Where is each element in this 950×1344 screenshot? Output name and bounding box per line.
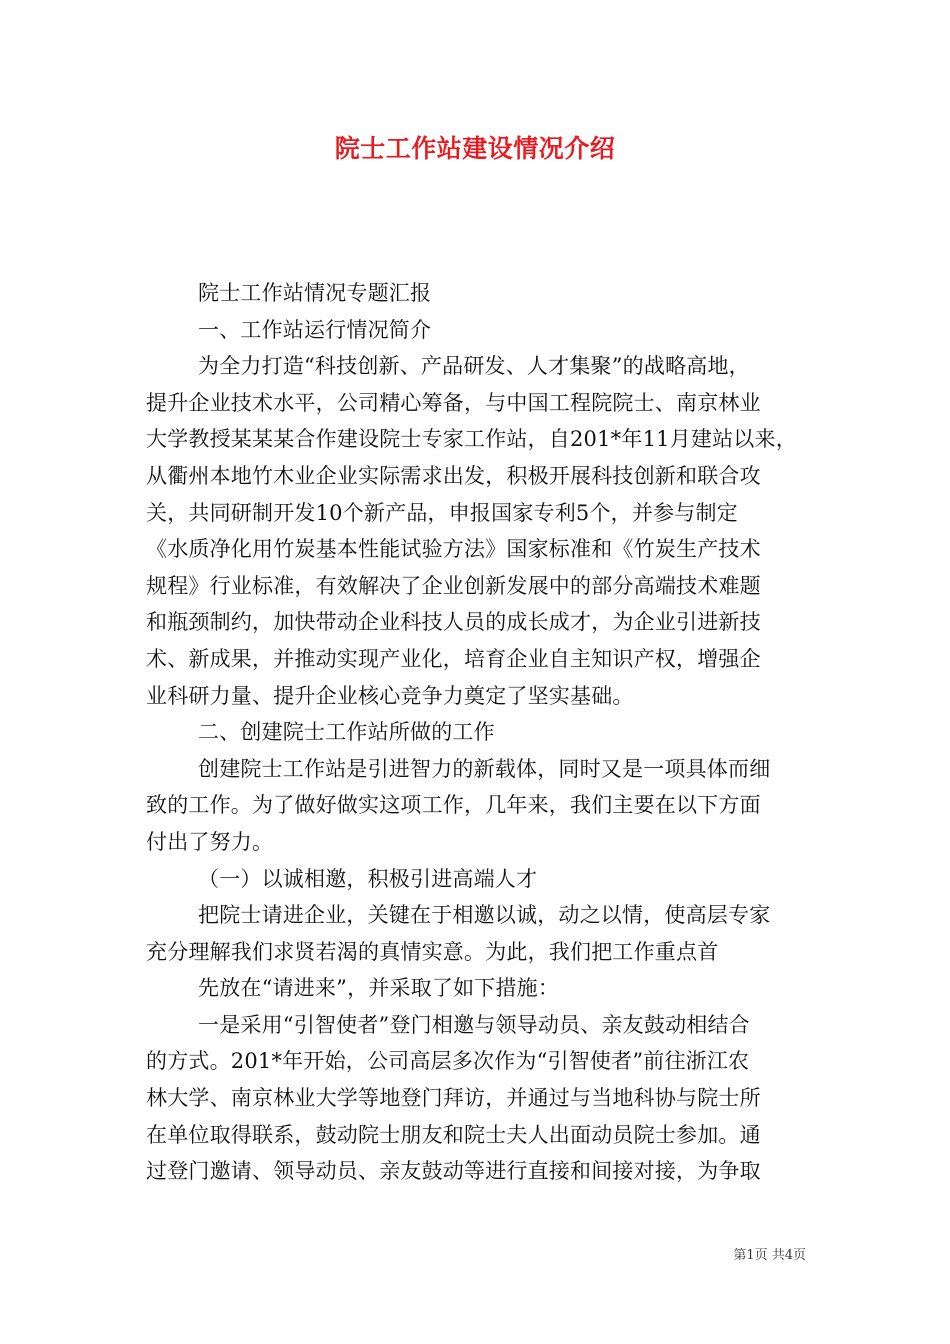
text-line: 创建院士工作站是引进智力的新载体，同时又是一项具体而细 <box>198 756 771 781</box>
text-line: 充分理解我们求贤若渴的真情实意。为此，我们把工作重点首 <box>146 939 719 964</box>
text-line: 关，共同研制开发10个新产品，申报国家专利5个，并参与制定 <box>146 500 738 525</box>
text-line: 林大学、南京林业大学等地登门拜访，并通过与当地科协与院士所 <box>146 1086 761 1111</box>
text-line: （一）以诚相邀，积极引进高端人才 <box>198 866 538 891</box>
text-line: 为全力打造“科技创新、产品研发、人才集聚”的战略高地， <box>198 354 750 379</box>
text-line: 规程》行业标准，有效解决了企业创新发展中的部分高端技术难题 <box>146 573 761 598</box>
text-line: 过登门邀请、领导动员、亲友鼓动等进行直接和间接对接，为争取 <box>146 1159 761 1184</box>
text-line: 院士工作站情况专题汇报 <box>198 281 432 305</box>
document-body <box>146 275 806 1190</box>
text-line: 和瓶颈制约，加快带动企业科技人员的成长成才，为企业引进新技 <box>146 610 761 635</box>
text-line: 提升企业技术水平，公司精心筹备，与中国工程院院士、南京林业 <box>146 390 761 415</box>
page-footer: 第1页 共4页 <box>733 1248 806 1263</box>
text-line: 先放在“请进来”，并采取了如下措施： <box>198 976 560 1001</box>
text-line: 从衢州本地竹木业企业实际需求出发，积极开展科技创新和联合攻 <box>146 463 761 488</box>
text-line: 术、新成果，并推动实现产业化，培育企业自主知识产权，增强企 <box>146 646 761 671</box>
text-line: 致的工作。为了做好做实这项工作，几年来，我们主要在以下方面 <box>146 793 761 818</box>
text-line: 大学教授某某某合作建设院士专家工作站，自201*年11月建站以来， <box>146 427 797 452</box>
text-line: 一、工作站运行情况简介 <box>198 317 432 342</box>
text-line: 的方式。201*年开始，公司高层多次作为“引智使者”前往浙江农 <box>146 1049 750 1074</box>
text-line: 业科研力量、提升企业核心竞争力奠定了坚实基础。 <box>146 683 634 708</box>
text-line: 二、创建院士工作站所做的工作 <box>198 720 495 745</box>
document-title: 院士工作站建设情况介绍 <box>334 134 616 163</box>
text-line: 《水质净化用竹炭基本性能试验方法》国家标准和《竹炭生产技术 <box>146 537 761 562</box>
text-line: 把院士请进企业，关键在于相邀以诚，动之以情，使高层专家 <box>198 903 771 928</box>
text-line: 一是采用“引智使者”登门相邀与领导动员、亲友鼓动相结合 <box>198 1012 750 1037</box>
text-line: 付出了努力。 <box>146 829 274 854</box>
text-line: 在单位取得联系，鼓动院士朋友和院士夫人出面动员院士参加。通 <box>146 1122 761 1147</box>
